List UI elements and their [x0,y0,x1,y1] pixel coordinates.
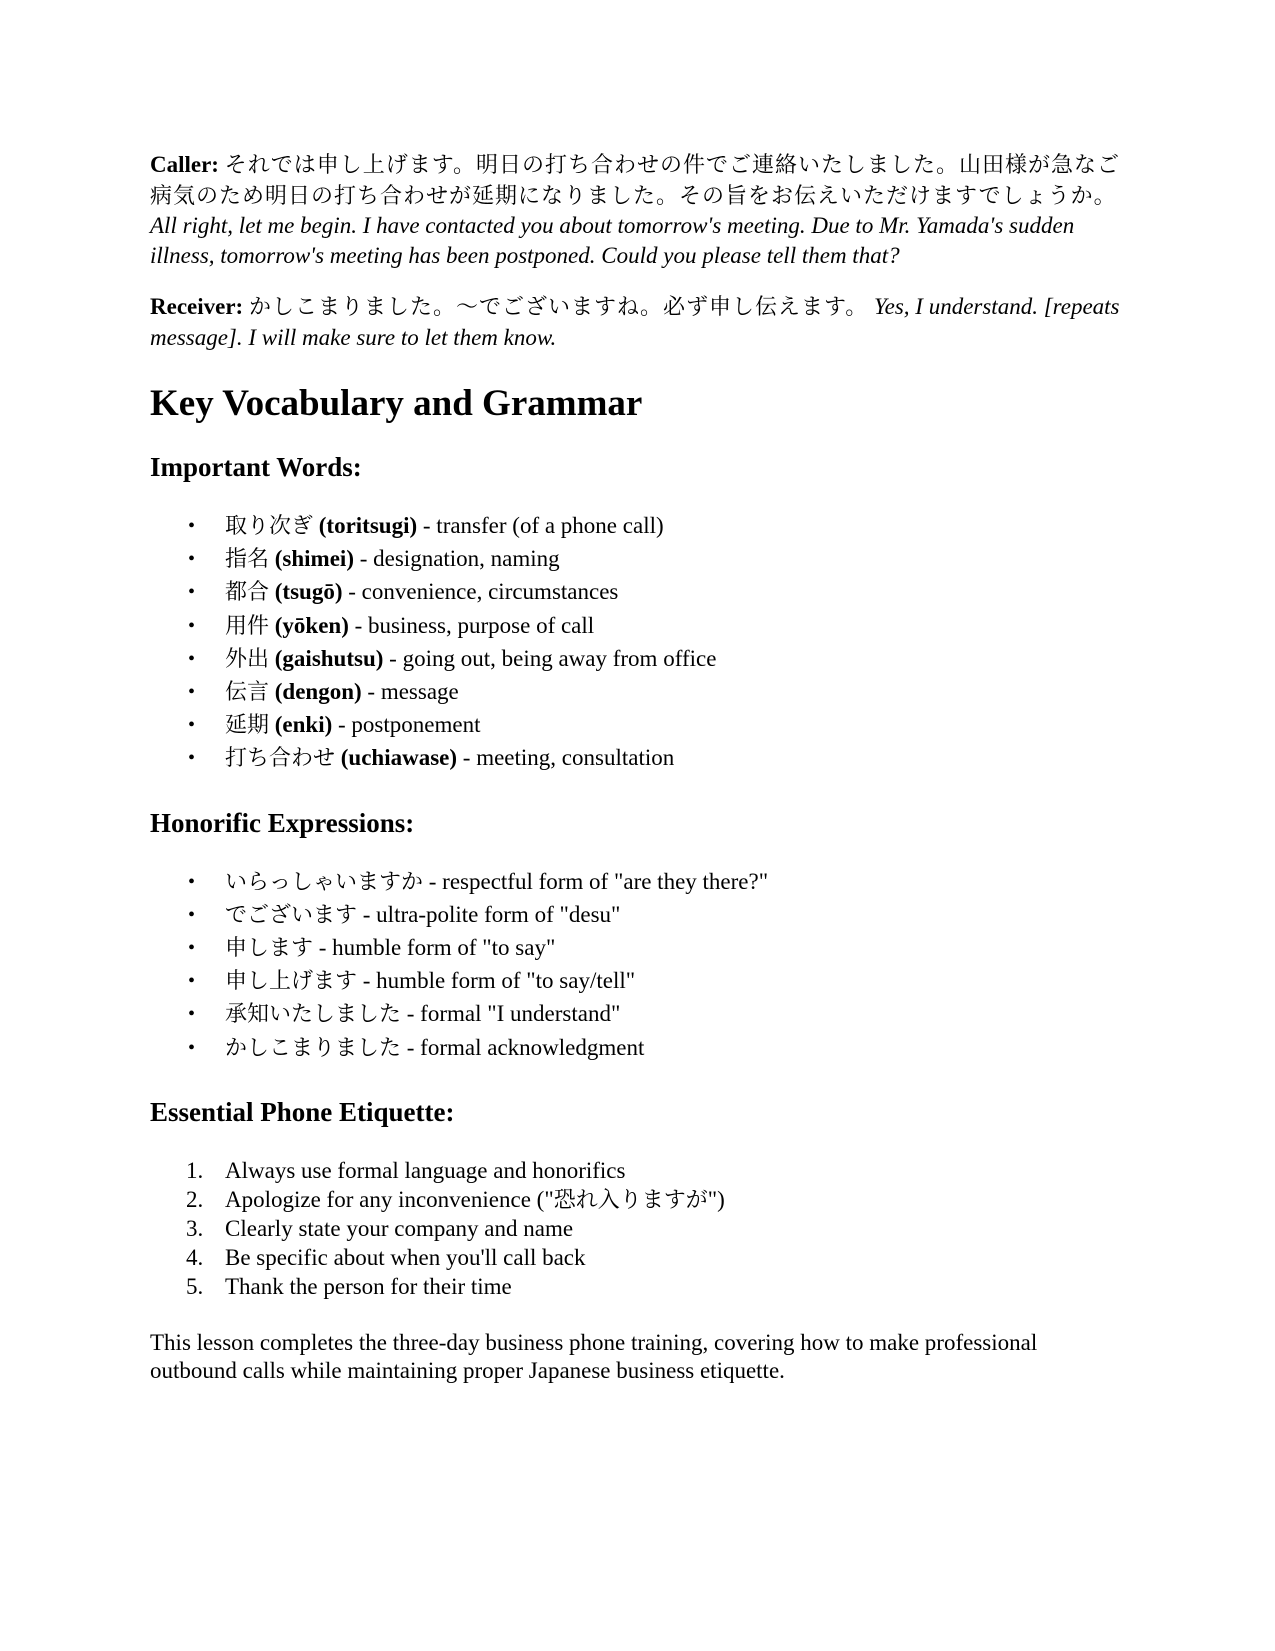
bullet-icon: • [188,870,196,893]
vocab-meaning: - business, purpose of call [348,612,595,638]
receiver-line [150,292,1125,352]
vocab-meaning: - designation, naming [353,546,560,572]
list-item [150,932,1125,965]
list-item [150,965,1125,998]
receiver-japanese: かしこまりました。〜でございますね。必ず申し伝えます。 [248,295,869,320]
list-item [150,866,1125,899]
vocab-meaning: - convenience, circumstances [342,579,619,605]
honorific-term: かしこまりました [225,1035,402,1061]
bullet-icon: • [188,937,196,960]
caller-english: All right, let me begin. I have contacted you about tomorrow's meeting. Due to Mr. Yamada's sudden illness, tomorrow's meeting has been postponed. Could you please tell them that? [150,213,1075,268]
item-number: 4. [186,1245,204,1271]
bullet-icon: • [188,970,196,993]
list-item [150,1215,1125,1244]
honorific-term: 申します [225,936,314,962]
vocab-romaji: (uchiawase) [340,745,458,771]
vocab-term: 取り次ぎ [225,514,314,539]
honorific-term: 承知いたしました [225,1002,402,1028]
list-item [150,576,1125,609]
honorific-term: いらっしゃいますか [225,869,424,895]
honorific-meaning: - respectful form of "are they there?" [423,868,769,894]
vocab-romaji: (yōken) [274,612,349,638]
bullet-icon: • [188,548,196,571]
bullet-icon: • [188,681,196,704]
vocab-romaji: (enki) [274,712,333,738]
bullet-icon: • [188,647,196,670]
etiquette-text: Apologize for any inconvenience (" [225,1186,554,1212]
vocab-term: 用件 [225,613,270,639]
bullet-icon: • [188,515,196,537]
vocab-romaji: (dengon) [274,679,362,705]
list-item [150,1186,1125,1216]
item-number: 5. [186,1274,204,1300]
item-number: 2. [186,1186,204,1212]
honorific-term: でございます [225,902,358,928]
item-number: 1. [186,1157,204,1183]
etiquette-text: Clearly state your company and name [225,1216,574,1242]
honorific-meaning: - ultra-polite form of "desu" [357,901,621,927]
etiquette-text: Thank the person for their time [225,1274,512,1300]
etiquette-text: Be specific about when you'll call back [225,1245,586,1271]
list-item [150,543,1125,576]
list-item [150,676,1125,709]
honorific-meaning: - humble form of "to say/tell" [357,968,636,994]
bullet-icon: • [188,1003,196,1026]
vocab-romaji: (shimei) [274,546,354,572]
honorific-expressions-heading: Honorific Expressions: [150,807,415,838]
etiquette-suffix: ") [707,1186,725,1212]
phone-etiquette-list [150,1157,1125,1302]
etiquette-japanese: 恐れ入りますが [553,1187,708,1213]
list-item [150,1244,1125,1273]
caller-japanese: それでは申し上げます。明日の打ち合わせの件でご連絡いたしました。山田様が急なご病気のため明日の打ち合わせが延期になりました。その旨をお伝えいただけますでしょうか。 [150,153,1120,209]
list-item [150,709,1125,742]
vocab-meaning: - transfer (of a phone call) [417,513,664,538]
bullet-icon: • [188,714,196,737]
vocab-term: 延期 [225,713,270,739]
list-item [150,1032,1125,1065]
list-item [150,998,1125,1031]
bullet-icon: • [188,903,196,926]
section-title: Key Vocabulary and Grammar [150,383,643,424]
phone-etiquette-heading: Essential Phone Etiquette: [150,1096,455,1127]
bullet-icon: • [188,1036,196,1059]
honorific-term: 申し上げます [225,969,358,995]
list-item [150,643,1125,676]
vocab-romaji: (gaishutsu) [274,645,384,671]
list-item [150,1157,1125,1186]
vocab-romaji: (tsugō) [274,579,343,605]
caller-speaker: Caller: [150,152,219,177]
list-item [150,1273,1125,1302]
bullet-icon: • [188,581,196,604]
vocab-term: 伝言 [225,680,270,706]
vocab-meaning: - message [361,679,459,705]
bullet-icon: • [188,614,196,637]
item-number: 3. [186,1216,204,1242]
important-words-list [150,510,1125,776]
vocab-meaning: - going out, being away from office [383,645,717,671]
important-words-heading: Important Words: [150,452,362,482]
honorific-meaning: - formal "I understand" [401,1001,621,1027]
honorific-meaning: - formal acknowledgment [401,1034,645,1060]
receiver-speaker: Receiver: [150,294,244,319]
receiver-english: Yes, I understand. [repeats message]. I will make sure to let them know. [150,294,1120,350]
list-item [150,742,1125,775]
vocab-romaji: (toritsugi) [318,513,418,538]
list-item [150,610,1125,643]
bullet-icon: • [188,747,196,770]
honorific-expressions-list [150,866,1125,1065]
vocab-term: 指名 [225,547,270,573]
vocab-term: 外出 [225,646,270,672]
closing-paragraph: This lesson completes the three-day business phone training, covering how to make professional outbound calls while maintaining proper Japanese business etiquette. [150,1329,1038,1384]
vocab-term: 打ち合わせ [225,746,336,772]
etiquette-text: Always use formal language and honorifics [225,1157,626,1183]
honorific-meaning: - humble form of "to say" [313,935,556,961]
vocab-meaning: - postponement [332,712,481,738]
vocab-meaning: - meeting, consultation [457,745,675,771]
list-item [150,510,1125,543]
caller-line [150,150,1125,270]
vocab-term: 都合 [225,580,270,606]
list-item [150,899,1125,932]
document-page [150,150,1125,1409]
